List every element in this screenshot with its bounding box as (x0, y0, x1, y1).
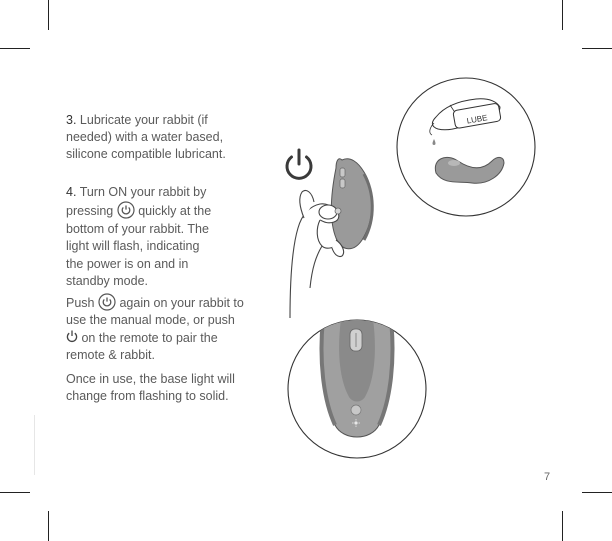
push-line-1a: Push (66, 296, 95, 310)
crop-mark (0, 48, 30, 49)
push-line-2: use the manual mode, or push (66, 313, 235, 328)
rabbit-closeup-illustration (287, 319, 427, 459)
hand-holding-rabbit-illustration (280, 148, 400, 318)
step-4-line-2b: quickly at the (138, 204, 212, 219)
step-4-line-4: light will flash, indicating (66, 239, 200, 254)
crop-mark (48, 511, 49, 541)
crop-mark (562, 511, 563, 541)
push-line-4: remote & rabbit. (66, 348, 155, 363)
push-line-3: on the remote to pair the (81, 330, 218, 345)
lube-illustration (396, 77, 536, 217)
page-number: 7 (544, 471, 551, 483)
power-icon (66, 330, 78, 343)
step-4-line (66, 201, 266, 220)
push-line (66, 330, 266, 347)
margin-guide (34, 415, 35, 475)
step-4-line-5: the power is on and in (66, 256, 189, 271)
push-text (66, 293, 266, 365)
step-4-line-6: standby mode. (66, 274, 148, 289)
step-4-line-3: bottom of your rabbit. The (66, 221, 209, 236)
once-in-use-body: Once in use, the base light will change from flashing to solid. (66, 372, 235, 403)
crop-mark (48, 0, 49, 30)
step-3-number: 3. (66, 113, 77, 127)
step-4-line (66, 184, 266, 201)
step-4-number: 4. (66, 185, 77, 199)
step-4-line-1: Turn ON your rabbit by (79, 185, 207, 199)
push-line (66, 293, 266, 312)
step-4-line-2a: pressing (66, 204, 114, 219)
crop-mark (582, 48, 612, 49)
power-button-icon (117, 201, 135, 219)
step-4-text (66, 184, 266, 290)
push-line-1b: again on your rabbit to (119, 296, 244, 310)
power-button-icon (98, 293, 116, 311)
step-3-body: Lubricate your rabbit (if needed) with a water based, silicone compatible lubricant. (66, 113, 226, 161)
once-in-use-text (66, 371, 266, 405)
crop-mark (0, 492, 30, 493)
step-3-text (66, 112, 256, 163)
crop-mark (582, 492, 612, 493)
lube-label: LUBE (465, 113, 489, 126)
crop-mark (562, 0, 563, 30)
